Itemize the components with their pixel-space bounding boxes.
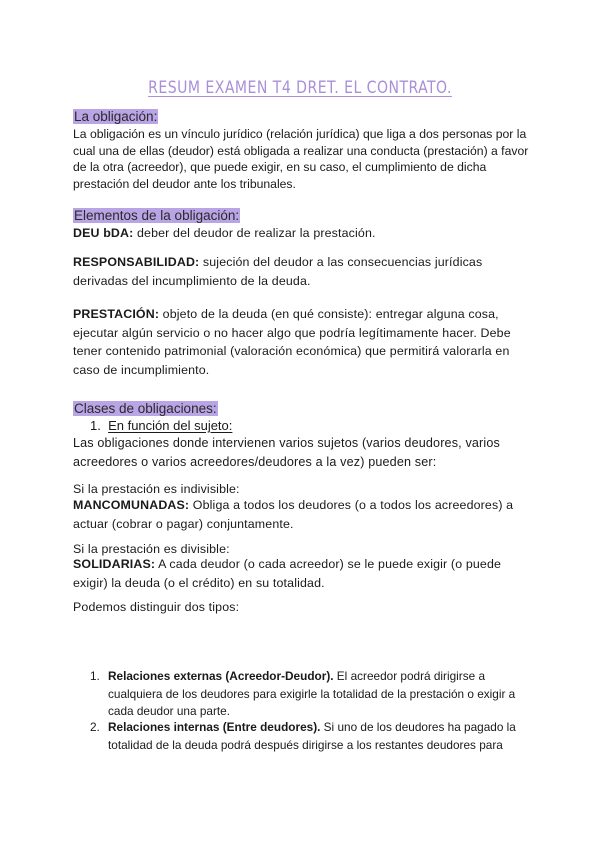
heading-elementos: Elementos de la obligación: bbox=[74, 208, 240, 223]
sublist-item-sujeto: 1. En función del sujeto: bbox=[90, 418, 233, 433]
condition-divisible: Si la prestación es divisible: bbox=[73, 542, 230, 556]
solidarias-definition: SOLIDARIAS: A cada deudor (o cada acreedor) se le puede exigir (o puede exigir) la deuda (o el crédito) en su totalidad. bbox=[73, 557, 502, 590]
paragraph-tipos-intro: Podemos distinguir dos tipos: bbox=[73, 600, 240, 614]
heading-clases: Clases de obligaciones: bbox=[74, 401, 217, 416]
document-title: RESUM EXAMEN T4 DRET. EL CONTRATO. bbox=[148, 78, 452, 98]
paragraph-clases-intro: Las obligaciones donde intervienen varios sujetos (varios deudores, varios acreedores o varios acreedores/deudores a la vez) pueden ser: bbox=[73, 436, 500, 469]
element-prestacion: PRESTACIÓN: objeto de la deuda (en qué consiste): entregar alguna cosa, ejecutar algún servicio o no hacer algo que podría legítimamente hacer. Debe tener contenido patrimonial (valoración económica) que permitirá valorarla en caso de incumplimiento. bbox=[73, 307, 511, 377]
heading-obligacion: La obligación: bbox=[74, 109, 158, 124]
element-deuda: DEU bDA: deber del deudor de realizar la prestación. bbox=[73, 226, 376, 240]
element-responsabilidad: RESPONSABILIDAD: sujeción del deudor a las consecuencias jurídicas derivadas del incumplimiento de la deuda. bbox=[73, 255, 483, 288]
condition-indivisible: Si la prestación es indivisible: bbox=[73, 482, 240, 496]
paragraph-obligacion: La obligación es un vínculo jurídico (relación jurídica) que liga a dos personas por la cual una de ellas (deudor) está obligada a realizar una conducta (prestación) a favor de la otra (acreedor), que puede exigir, en su caso, el cumplimiento de dicha prestación del deudor ante los tribunales. bbox=[73, 127, 529, 191]
mancomunadas-definition: MANCOMUNADAS: Obliga a todos los deudores (o a todos los acreedores) a actuar (cobrar o pagar) conjuntamente. bbox=[73, 498, 514, 531]
